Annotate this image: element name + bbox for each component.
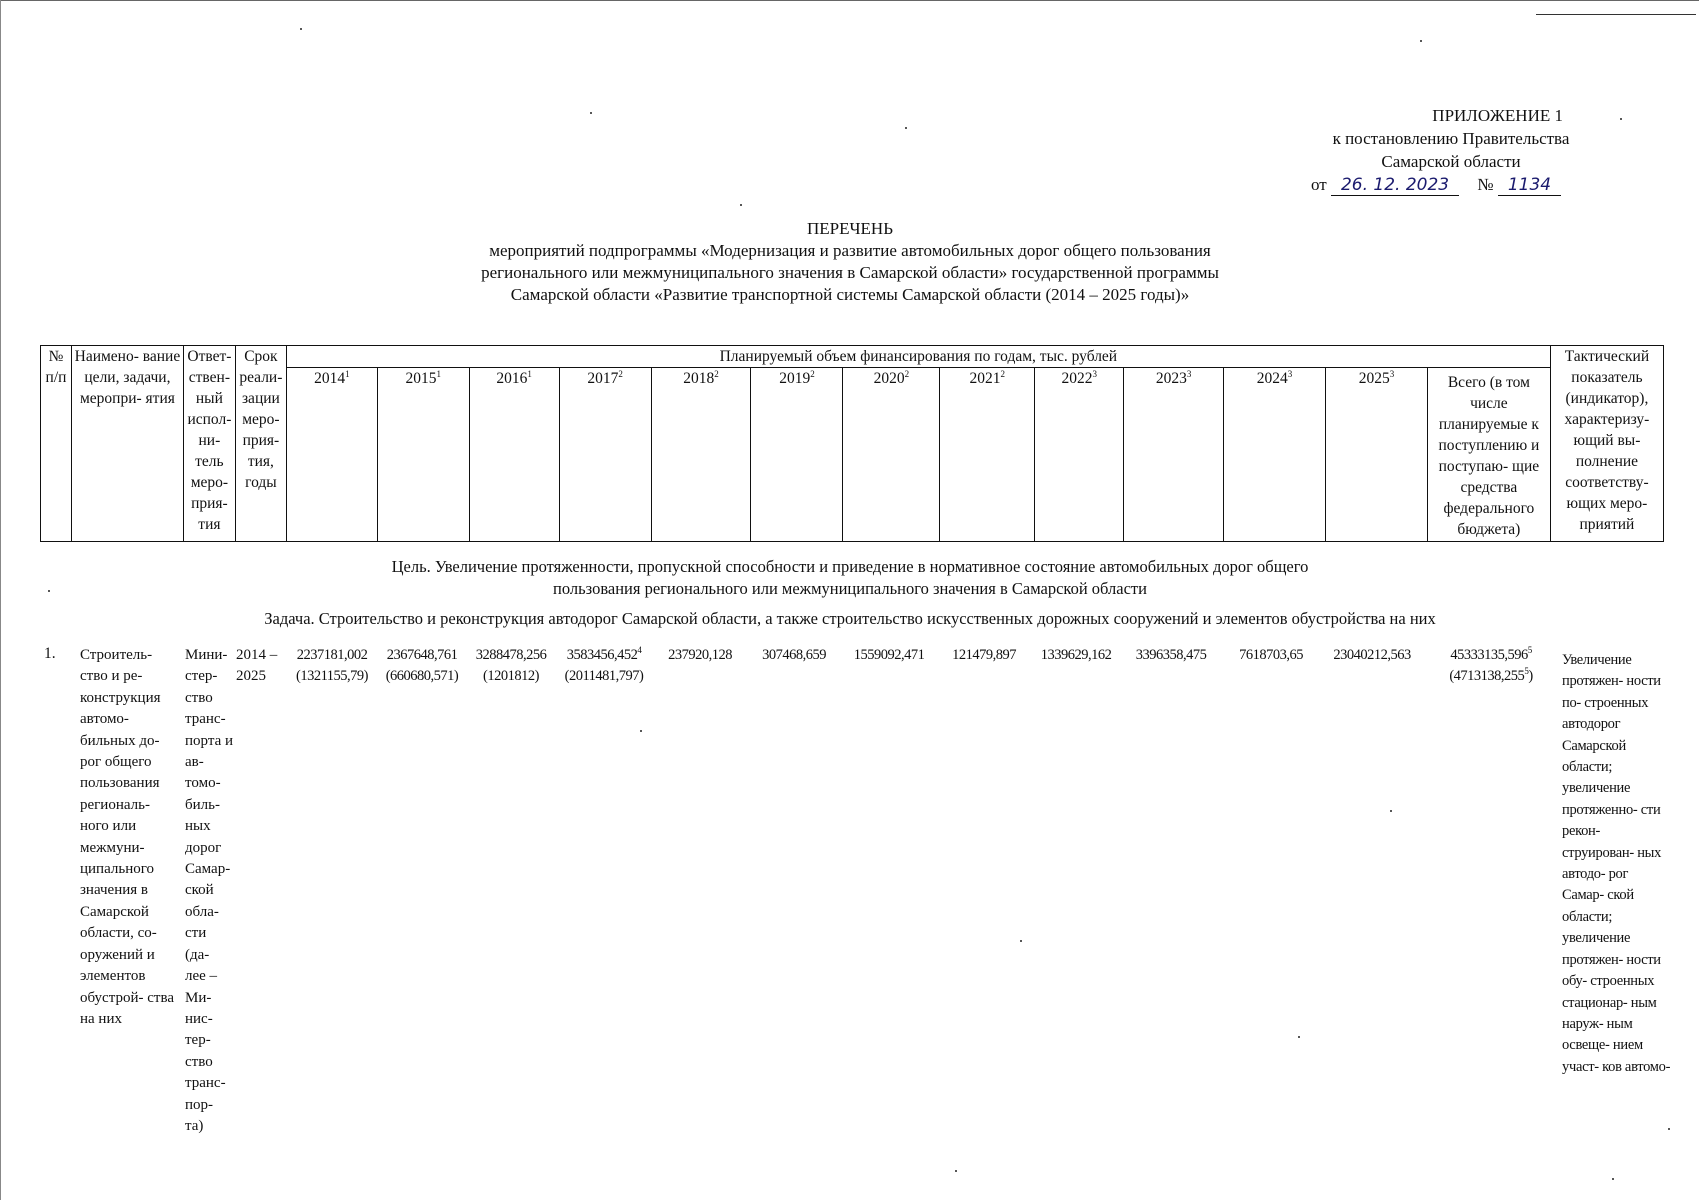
number-prefix: № [1477,175,1494,194]
row-number: 1. [44,645,56,662]
heading-title: ПЕРЕЧЕНЬ [807,219,893,238]
heading-line2: регионального или межмуниципального значения в Самарской области» государственной программы [481,263,1219,282]
scan-speck [590,112,592,114]
value-2021: 121479,897 [952,647,1016,663]
value-2022: 1339629,162 [1040,647,1112,663]
scan-speck [1612,1178,1614,1180]
header-total: Всего (в том числе планируемые к поступлению и поступаю- щие средства федерального бюджета) [1427,368,1550,542]
heading-line1: мероприятий подпрограммы «Модернизация и развитие автомобильных дорог общего пользования [489,241,1211,260]
appendix-block [1291,104,1611,197]
page-edge-top [0,0,1699,1]
scan-speck [1668,1128,1670,1130]
value-2017: 3583456,452$^4$ (2011481,797) [564,645,644,684]
value-2025: 23040212,563 [1333,647,1411,663]
header-year-2020: 2020$^2$ [843,368,940,542]
header-year-2016: 2016$^1$ [469,368,559,542]
heading-line3: Самарской области «Развитие транспортной системы Самарской области (2014 – 2025 годы)» [510,285,1190,304]
goal-line1: Цель. Увеличение протяженности, пропускной способности и приведение в нормативное состояние автомобильных дорог общего [391,557,1309,576]
scan-speck [905,127,907,129]
header-name: Наимено- вание цели, задачи, меропри- ятия [71,346,183,542]
scan-corner-line [1536,14,1696,15]
scan-speck [640,730,642,732]
funding-table-header [40,345,1664,542]
header-year-2024: 2024$^3$ [1224,368,1326,542]
appendix-title: ПРИЛОЖЕНИЕ 1 [1432,106,1563,125]
value-total: 45333135,596$^5$ (4713138,255$^5$) [1449,645,1533,684]
row-responsible: Мини- стер- ство транс- порта и ав- томо- биль- ных дорог Самар- ской обла- сти (да- лее – Ми- нис- тер- ство транс- пор- та) [185,647,234,1134]
goal-line2: пользования регионального или межмуниципального значения в Самарской области [553,579,1147,598]
header-year-2014: 2014$^1$ [286,368,377,542]
page-edge-left [0,0,1,1200]
appendix-line2: к постановлению Правительства [1332,129,1570,148]
value-2018: 237920,128 [668,647,732,663]
appendix-date-row [1291,173,1611,197]
handwritten-number: 1134 [1498,175,1561,196]
header-term: Срок реали- зации меро- прия- тия, годы [235,346,286,542]
handwritten-date: 26. 12. 2023 [1331,175,1459,196]
value-2020: 1559092,471 [853,647,925,663]
goal-text [300,556,1400,600]
scan-speck [1298,1036,1300,1038]
header-year-2023: 2023$^3$ [1124,368,1224,542]
value-2023: 3396358,475 [1135,647,1207,663]
scan-speck [740,204,742,206]
header-year-2021: 2021$^2$ [940,368,1035,542]
header-year-2025: 2025$^3$ [1326,368,1428,542]
header-funding: Планируемый объем финансирования по годам, тыс. рублей [286,346,1550,368]
date-prefix: от [1311,175,1327,194]
document-heading [300,218,1400,306]
header-num: № п/п [41,346,72,542]
row-activity-name: Строитель- ство и ре- конструкция автомо- бильных до- рог общего пользования региональ- ного или межмуни- ципального значения в Самарской области, со- оружений и элементов обустрой- ства на них [80,647,174,1027]
scan-speck [1020,940,1022,942]
row-indicator: Увеличение протяжен- ности по- строенных автодорог Самарской области; увеличение протяженно- сти рекон- струирован- ных автодо- рог Самар- ской области; увеличение протяжен- ности обу- строенных стационар- ным наруж- ным освеще- нием участ- ков автомо- [1562,652,1671,1075]
task-text: Задача. Строительство и реконструкция автодорог Самарской области, а также строительство искусственных дорожных сооружений и элементов обустройства на них [264,609,1436,628]
header-responsible: Ответ- ствен- ный испол- ни- тель меро- прия- тия [183,346,235,542]
scan-speck [1390,810,1392,812]
header-year-2022: 2022$^3$ [1035,368,1124,542]
value-2014: 2237181,002 (1321155,79) [296,647,368,684]
header-year-2018: 2018$^2$ [651,368,751,542]
value-2024: 7618703,65 [1239,647,1303,663]
scan-speck [48,590,50,592]
value-2016: 3288478,256 (1201812) [475,647,547,684]
header-year-2015: 2015$^1$ [377,368,469,542]
scan-speck [1420,40,1422,42]
header-year-2019: 2019$^2$ [751,368,843,542]
scan-speck [1620,118,1622,120]
value-2019: 307468,659 [762,647,826,663]
header-year-2017: 2017$^2$ [559,368,651,542]
appendix-line3: Самарской области [1381,152,1521,171]
scan-speck [955,1170,957,1172]
scan-speck [300,28,302,30]
value-2015: 2367648,761 (660680,571) [385,647,459,684]
header-indicator: Тактический показатель (индикатор), характеризу- ющий вы- полнение соответству- ющих меро- приятий [1550,346,1663,542]
row-term: 2014 – 2025 [236,647,278,685]
